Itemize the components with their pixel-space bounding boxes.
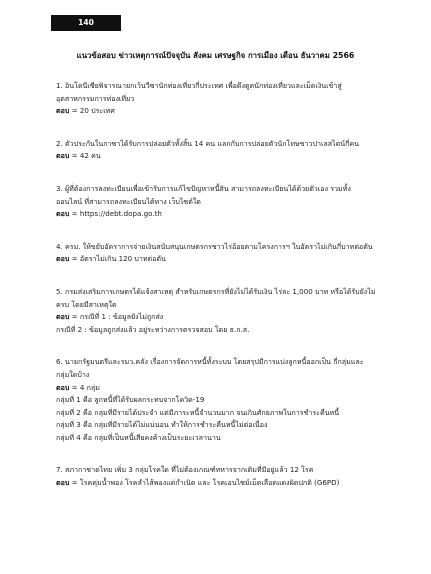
question-text: กลุ่มใดบ้าง [56,369,90,379]
answer-label: ตอบ [56,382,70,392]
answer-label: ตอบ [56,312,70,322]
answer-text: = 4 กลุ่ม [71,382,100,392]
answer-text: = 42 คน [71,151,101,161]
answer-label: ตอบ [56,106,70,116]
question-text: ออนไลน์ ที่สามารถลงทะเบียนได้ทาง เว็บไซต์ใด [56,196,201,206]
answer-line [56,208,396,221]
question-item [56,138,396,163]
answer-detail: กลุ่มที่ 1 คือ ลูกหนี้ที่ได้รับผลกระทบจากโควิด-19 [56,395,205,405]
question-text: 1. อินโดนีเซียพิจารณายกเว้นวีซานักท่องเที่ยวกี่ประเทศ เพื่อดึงดูดนักท่องเที่ยวและเม็ดเงินเข้าสู่ [56,81,342,90]
answer-text: = 20 ประเทศ [71,106,115,116]
answer-line [56,477,396,490]
question-text: ครบ โดยมีสาเหตุใด [56,299,117,309]
answer-detail: กลุ่มที่ 2 คือ กลุ่มที่มีรายได้ประจำ แต่มีภาระหนี้จำนวนมาก จนเกินศักยภาพในการชำระคืนหนี้ [56,407,340,417]
question-text: 2. ตัวประกันในกาซาได้รับการปล่อยตัวทั้งสิ้น 14 คน แลกกับการปล่อยตัวนักโทษชาวปาเลสไตน์กี่คน [56,138,359,148]
question-list [56,80,396,510]
question-item [56,183,396,221]
question-item [56,464,396,489]
answer-text: = กรณีที่ 1 : ข้อมูลยังไม่ถูกส่ง [71,312,164,322]
answer-detail: กรณีที่ 2 : ข้อมูลถูกส่งแล้ว อยู่ระหว่างการตรวจสอบ โดย ธ.ก.ส. [56,324,250,334]
page-number-badge: 140 [51,15,121,31]
answer-label: ตอบ [56,209,70,219]
question-text: 7. สภากาชาดไทย เพิ่ม 3 กลุ่มโรคใด ที่ไม่ต้องเกณฑ์ทหารจากเดิมที่มีอยู่แล้ว 12 โรค [56,465,314,475]
answer-text: = อัตราไม่เกิน 120 บาทต่อตัน [71,254,166,264]
question-item [56,241,396,266]
page-title: แนวข้อสอบ ข่าวเหตุการณ์ปัจจุบัน สังคม เศรษฐกิจ การเมือง เดือน ธันวาคม 2566 [76,51,355,60]
answer-detail: กลุ่มที่ 3 คือ กลุ่มที่มีรายได้ไม่แน่นอน ทำให้การชำระคืนหนี้ไม่ต่อเนื่อง [56,420,268,430]
question-item [56,356,396,444]
question-text: 5. กรมส่งเสริมการเกษตรได้แจ้งสาเหตุ สำหรับเกษตรกรที่ยังไม่ได้รับเงิน ไร่ละ 1,000 บาท หรือได้รับยังไม่ [56,286,376,296]
answer-line [56,253,396,266]
answer-line [56,382,396,395]
answer-line [56,311,396,324]
question-text: อุตสาหกรรมการท่องเที่ยว [56,93,135,103]
answer-label: ตอบ [56,151,70,161]
answer-label: ตอบ [56,254,70,264]
question-item [56,286,396,336]
question-item [56,80,396,118]
question-text: 6. นายกรัฐมนตรีและรมว.คลัง เรื่องการจัดการหนี้ทั้งระบบ โดยสรุปมีการแบ่งลูกหนี้ออกเป็น กี่กลุ่มและ [56,357,364,367]
answer-detail: กลุ่มที่ 4 คือ กลุ่มที่เป็นหนี้เสียคงค้างเป็นระยะเวลานาน [56,432,221,442]
answer-text: = https://debt.dopa.go.th [71,209,162,219]
answer-line [56,150,396,163]
answer-text: = โรคคุ่มน้ำพอง โรคลำไส้พองแต่กำเนิด และ โรคเอนไซม์เม็ดเลือดแดงผิดปกติ (G6PD) [71,478,340,488]
question-text: 3. ผู้ที่ต้องการลงทะเบียนเพื่อเข้ารับการแก้ไขปัญหาหนี้สิน สามารถลงทะเบียนได้ด้วยตัวเอง รวมทั้ง [56,183,351,193]
question-text: 4. ครม. ให้ขยับอัตราการจ่ายเงินสนับสนุนเกษตรกรชาวไร่อ้อยตามโครงการฯ ในอัตราไม่เกินกี่บาทต่อตัน [56,241,373,251]
answer-line [56,105,396,118]
answer-label: ตอบ [56,478,70,488]
